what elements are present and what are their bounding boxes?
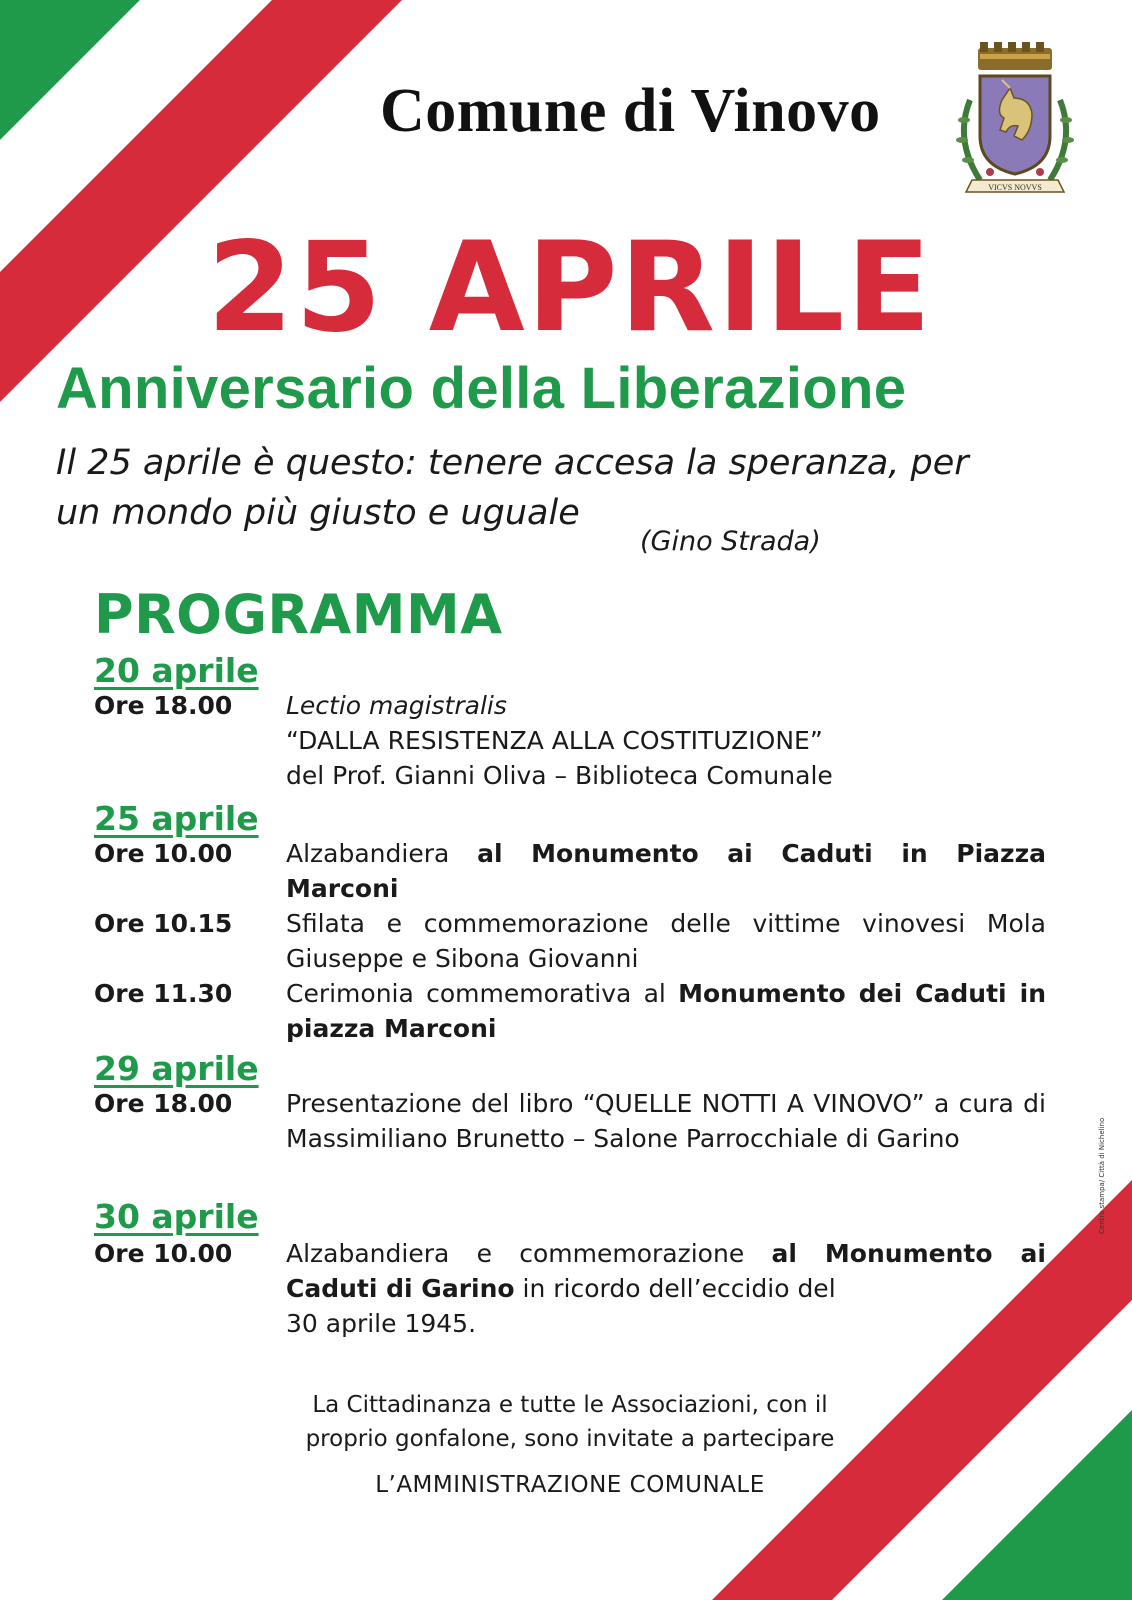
coat-of-arms-icon [950,40,1080,210]
event-text: in ricordo dell’eccidio del [514,1274,836,1303]
day-heading: 29 aprile [94,1049,259,1088]
invitation-line-2: proprio gonfalone, sono invitate a partecipare [305,1426,835,1452]
event-time: Ore 18.00 [94,1089,233,1118]
event-location: al Monumento ai Caduti di Garino [286,1239,1046,1303]
svg-text:VICVS NOVVS: VICVS NOVVS [988,183,1042,192]
event-description [286,906,1046,976]
event [94,976,1046,1046]
invitation-line-1: La Cittadinanza e tutte le Associazioni, con il [312,1392,828,1418]
invitation-text [240,1388,900,1456]
event-location: Monumento dei Caduti in piazza Marconi [286,979,1046,1043]
event-time: Ore 10.00 [94,1239,233,1268]
printer-note-text: Centro stampa/ Città di Nichelino [1098,1117,1106,1234]
event-description [286,1086,1046,1156]
event-time: Ore 18.00 [94,691,233,720]
day-heading: 30 aprile [94,1197,259,1236]
event-text: Alzabandiera [286,839,478,868]
subtitle: Anniversario della Liberazione [56,356,907,421]
event-text: Presentazione del libro “QUELLE NOTTI A VINOVO” a cura di Massimiliano Brunetto – Salone Parrocchiale di Garino [286,1089,1046,1153]
day-heading: 20 aprile [94,651,259,690]
quote-line-1: Il 25 aprile è questo: tenere accesa la speranza, per [56,443,969,483]
event-description [286,976,1046,1046]
event-text: Sfilata e commemorazione delle vittime vinovesi Mola Giuseppe e Sibona Giovanni [286,909,1046,973]
event-location: al Monumento ai Caduti in Piazza Marconi [286,839,1046,903]
quote-author: (Gino Strada) [640,526,821,557]
event [94,906,1046,976]
event-description [286,688,1046,793]
event-description [286,836,1046,906]
main-title: 25 APRILE [207,216,933,360]
programma-heading: PROGRAMMA [94,583,503,646]
event-time: Ore 10.15 [94,909,233,938]
event [94,688,1046,793]
event [94,1086,1046,1156]
event-time: Ore 10.00 [94,839,233,868]
event-text: Cerimonia commemorativa al [286,979,679,1008]
event-description [286,1236,1046,1341]
event [94,836,1046,906]
signature: L’AMMINISTRAZIONE COMUNALE [375,1472,765,1498]
event-time: Ore 11.30 [94,979,233,1008]
day-heading: 25 aprile [94,799,259,838]
event-line: Lectio magistralis [286,691,507,720]
event-line: “DALLA RESISTENZA ALLA COSTITUZIONE” [286,726,823,755]
quote [56,438,1096,538]
printer-note [1092,1100,1106,1240]
municipality-title: Comune di Vinovo [380,77,881,145]
event [94,1236,1046,1341]
quote-line-2: un mondo più giusto e uguale [56,493,580,533]
event-line: del Prof. Gianni Oliva – Biblioteca Comunale [286,761,833,790]
event-text: Alzabandiera e commemorazione [286,1239,772,1268]
event-text: 30 aprile 1945. [286,1309,477,1338]
